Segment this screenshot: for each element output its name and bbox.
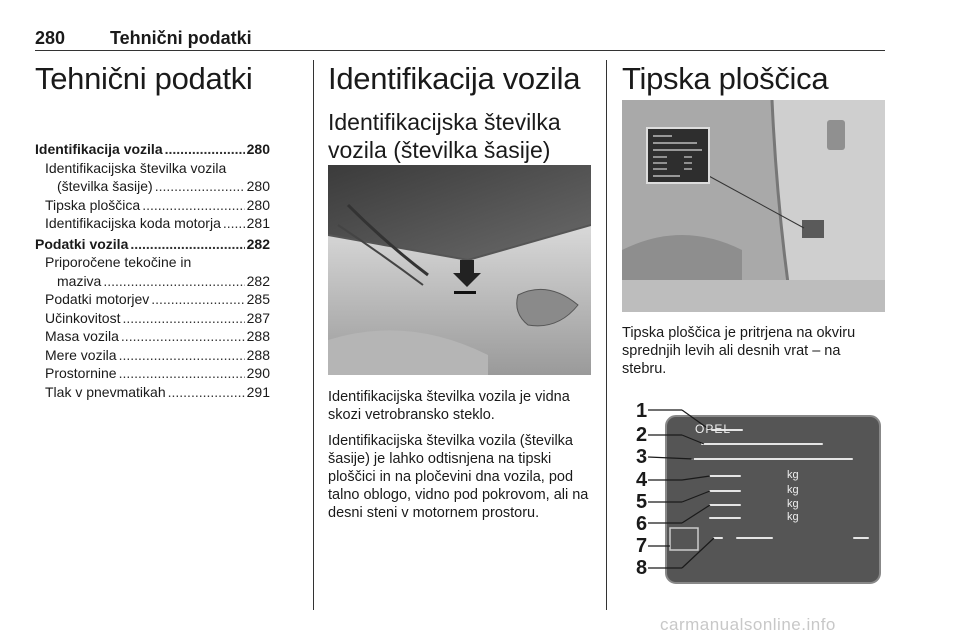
- plate-text: [622, 324, 885, 386]
- callout-2: 2: [636, 424, 648, 446]
- plate-column: [622, 60, 885, 98]
- section-subtitle-line1: Identifikacijska številka: [328, 109, 561, 135]
- callout-3: 3: [636, 446, 648, 468]
- callout-4: 4: [636, 469, 648, 491]
- column-divider-1: [313, 60, 314, 610]
- toc-entry[interactable]: Tlak v pnevmatikah ..... 291: [35, 383, 270, 402]
- header-title: Tehnični podatki: [110, 28, 252, 48]
- type-plate-diagram: [622, 398, 885, 603]
- callout-6: 6: [636, 513, 648, 535]
- plate-unit-6: kg: [787, 498, 799, 510]
- section-title: Tipska ploščica: [622, 61, 829, 96]
- plate-paragraph: Tipska ploščica je pritrjena na okviru sprednjih levih ali desnih vrat – na stebru.: [622, 325, 856, 377]
- plate-unit-4: kg: [787, 469, 799, 481]
- windshield-vin-photo: [328, 165, 591, 375]
- car-windshield-illustration: [328, 165, 591, 375]
- plate-unit-5: kg: [787, 484, 799, 496]
- door-pillar-photo: [622, 100, 885, 312]
- toc-entry[interactable]: Identifikacija vozila ..... 280: [35, 140, 270, 159]
- callout-7: 7: [636, 535, 648, 557]
- toc-entry[interactable]: Identifikacijska koda motorja ..... 281: [35, 214, 270, 233]
- vin-paragraph-2: Identifikacijska številka vozila (številka šasije) je lahko odtisnjena na tipski ploščici in na pločevini dna vozila, pod talno oblogo, vidno pod pokrovom, ali na desni steni v motornem prostoru.: [328, 433, 589, 521]
- vin-column: [328, 60, 593, 164]
- plate-brand: OPEL: [695, 422, 732, 436]
- plate-unit-7: kg: [787, 511, 799, 523]
- callout-8: 8: [636, 557, 648, 579]
- toc-entry[interactable]: Podatki vozila ..... 282: [35, 235, 270, 254]
- page-header: [35, 28, 885, 51]
- toc-entry[interactable]: maziva ..... 282: [35, 272, 270, 291]
- callout-5: 5: [636, 491, 648, 513]
- toc-entry[interactable]: (številka šasije) ..... 280: [35, 177, 270, 196]
- section-title: Identifikacija vozila: [328, 61, 581, 96]
- toc-entry-label-line[interactable]: Priporočene tekočine in: [45, 254, 192, 270]
- section-subtitle-line2: vozila (številka šasije): [328, 137, 551, 163]
- door-pillar-illustration: [622, 100, 885, 312]
- toc-entry[interactable]: Učinkovitost ..... 287: [35, 309, 270, 328]
- vin-text: [328, 388, 593, 530]
- callout-1: 1: [636, 400, 648, 422]
- toc-column: [35, 60, 270, 401]
- toc-entry[interactable]: Mere vozila ..... 288: [35, 346, 270, 365]
- column-divider-2: [606, 60, 607, 610]
- toc-entry-label-line[interactable]: Identifikacijska številka vozila: [45, 159, 227, 176]
- toc-entry[interactable]: Podatki motorjev ..... 285: [35, 290, 270, 309]
- table-of-contents: [35, 140, 270, 401]
- toc-entry[interactable]: Masa vozila ..... 288: [35, 327, 270, 346]
- toc-entry[interactable]: Tipska ploščica ..... 280: [35, 196, 270, 215]
- watermark: carmanualsonline.info: [660, 615, 836, 634]
- page-number: 280: [35, 28, 66, 48]
- type-plate-svg: [622, 398, 885, 603]
- toc-entry[interactable]: Prostornine ..... 290: [35, 364, 270, 383]
- vin-paragraph-1: Identifikacijska številka vozila je vidna skozi vetrobransko steklo.: [328, 389, 570, 423]
- chapter-title: Tehnični podatki: [35, 61, 253, 96]
